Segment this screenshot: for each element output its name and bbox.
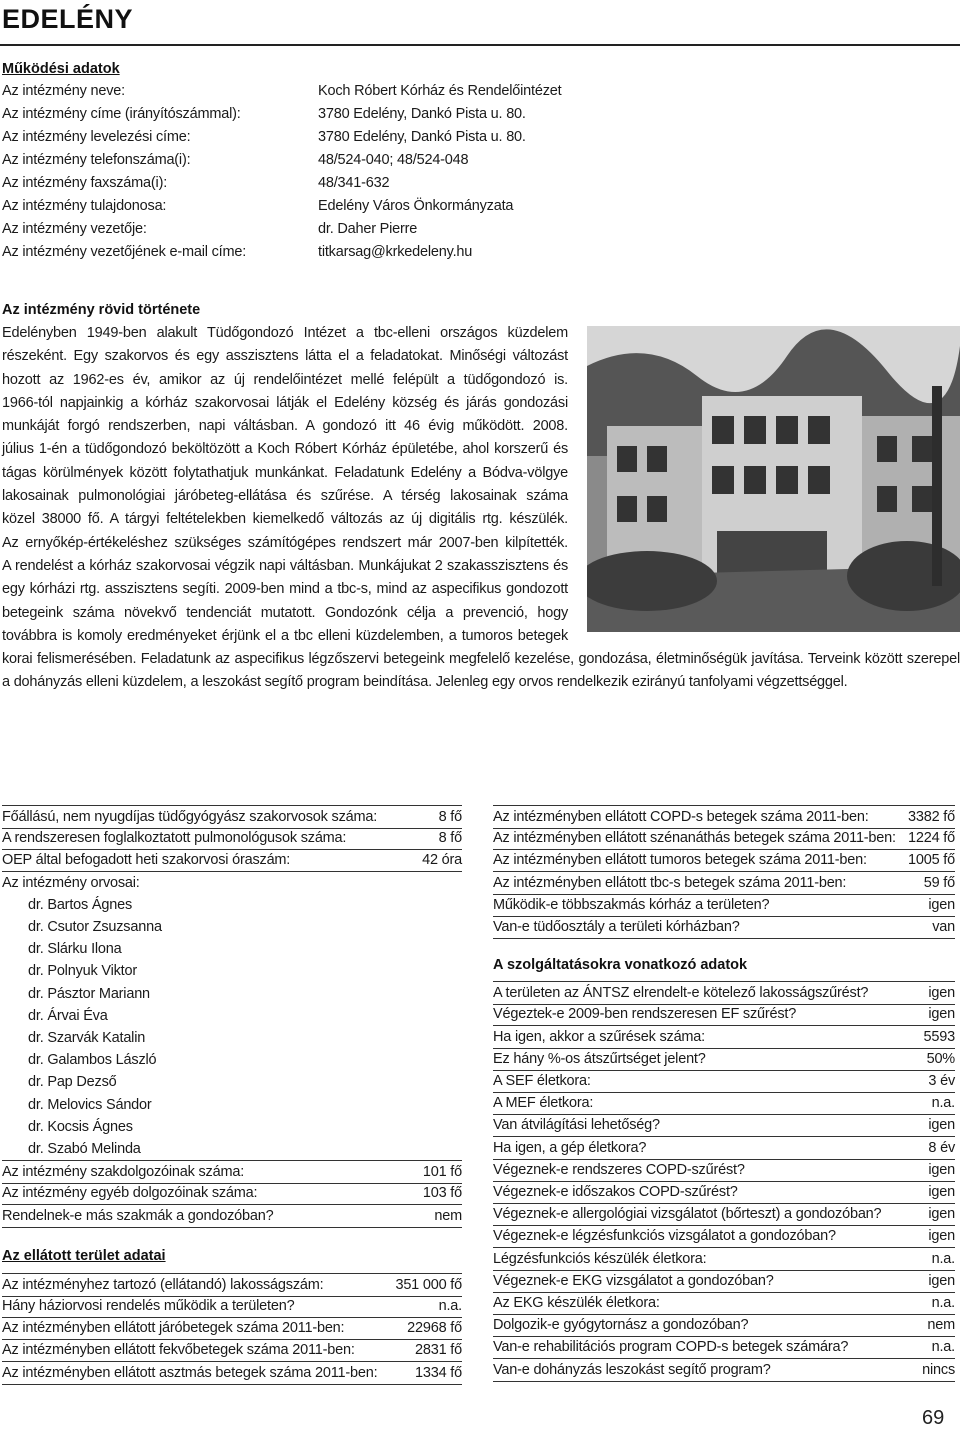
history-text-narrow	[2, 322, 568, 648]
area-heading: Az ellátott terület adatai	[2, 1247, 166, 1264]
info-label: Az intézmény vezetője:	[2, 221, 147, 237]
table-row	[493, 1270, 955, 1293]
row-value: igen	[928, 1206, 955, 1223]
table-row	[493, 1292, 955, 1315]
row-value: 8 fő	[438, 830, 462, 847]
row-label: Az intézményben ellátott fekvőbetegek száma 2011-ben:	[2, 1342, 355, 1359]
table-row	[493, 916, 955, 939]
table-row	[2, 1339, 462, 1362]
info-value: 48/341-632	[318, 175, 390, 191]
row-value: 5593	[923, 1028, 955, 1045]
row-value: 50%	[926, 1050, 955, 1067]
doctor-item	[2, 916, 462, 938]
table-row	[493, 805, 955, 829]
info-value: 3780 Edelény, Dankó Pista u. 80.	[318, 129, 526, 145]
info-label: Az intézmény faxszáma(i):	[2, 175, 168, 191]
row-label: A rendszeresen foglalkoztatott pulmonológusok száma:	[2, 830, 347, 847]
row-value: 103 fő	[422, 1185, 462, 1202]
table-row	[493, 1048, 955, 1071]
info-label: Az intézmény tulajdonosa:	[2, 198, 167, 214]
table-row	[493, 1003, 955, 1026]
row-label: Van-e tüdőosztály a területi kórházban?	[493, 919, 740, 935]
row-label: Végeztek-e 2009-ben rendszeresen EF szűrést?	[493, 1006, 797, 1023]
info-value: titkarsag@krkedeleny.hu	[318, 244, 473, 260]
info-value: Koch Róbert Kórház és Rendelőintézet	[318, 83, 562, 99]
history-text-full	[2, 648, 960, 695]
row-value: 1224 fő	[908, 830, 955, 847]
row-value: 3382 fő	[908, 809, 955, 825]
row-label: Az intézményben ellátott COPD-s betegek száma 2011-ben:	[493, 809, 869, 825]
table-row	[493, 849, 955, 872]
history-line: betegeink száma növekvő tendenciát mutatott. Gondozónk célja a prevenció, hogy	[2, 604, 568, 621]
row-label: Ez hány %-os átszűrtséget jelent?	[493, 1050, 706, 1067]
row-value: 22968 fő	[407, 1320, 462, 1337]
building-photo-illustration	[587, 326, 960, 632]
table-row	[2, 849, 462, 872]
info-row	[2, 241, 702, 264]
doctor-item	[2, 1071, 462, 1093]
row-label: dr. Slárku Ilona	[28, 941, 122, 958]
row-label: Ha igen, a gép életkora?	[493, 1139, 647, 1156]
row-value: igen	[928, 1006, 955, 1023]
row-value: 42 óra	[422, 852, 462, 869]
doctor-item	[2, 938, 462, 960]
table-row	[2, 1362, 462, 1385]
table-row	[493, 1114, 955, 1137]
row-value: 3 év	[928, 1073, 955, 1089]
table-row	[2, 1205, 462, 1228]
doctor-item	[2, 1005, 462, 1027]
info-row	[2, 218, 702, 241]
row-label: Végeznek-e EKG vizsgálatot a gondozóban?	[493, 1272, 774, 1289]
doctor-item	[2, 983, 462, 1005]
row-label: Rendelnek-e más szakmák a gondozóban?	[2, 1207, 274, 1224]
history-line: munkáját forgó rendszerben, napi váltásban. A gondozó itt 46 évig működött. 2008.	[2, 418, 568, 435]
row-label: Végeznek-e légzésfunkciós vizsgálatot a gondozóban?	[493, 1228, 836, 1245]
row-value: igen	[928, 1117, 955, 1134]
row-label: Az intézményben ellátott tumoros betegek száma 2011-ben:	[493, 852, 867, 869]
row-value: nem	[434, 1207, 462, 1224]
row-value: igen	[928, 985, 955, 1002]
table-row	[2, 1160, 462, 1184]
table-row	[493, 1070, 955, 1093]
doctor-item	[2, 1049, 462, 1071]
info-label: Az intézmény címe (irányítószámmal):	[2, 106, 241, 122]
building-photo	[587, 326, 960, 632]
info-value: dr. Daher Pierre	[318, 221, 418, 237]
row-value: igen	[928, 1161, 955, 1178]
info-row	[2, 172, 702, 195]
row-label: dr. Pap Dezső	[28, 1074, 117, 1091]
doctor-item	[2, 960, 462, 982]
history-line: lakosainak pulmonológiai járóbeteg-ellátása és szűrése. A térség lakosainak száma	[2, 488, 568, 505]
info-label: Az intézmény telefonszáma(i):	[2, 152, 191, 168]
history-line: Edelényben 1949-ben alakult Tüdőgondozó Intézet a tbc-elleni országos küzdelem	[2, 325, 568, 341]
row-label: dr. Pásztor Mariann	[28, 985, 150, 1002]
info-label: Az intézmény levelezési címe:	[2, 129, 191, 145]
row-value: nem	[927, 1317, 955, 1334]
row-label: Az intézményben ellátott tbc-s betegek száma 2011-ben:	[493, 874, 847, 891]
row-label: Van átvilágítási lehetőség?	[493, 1117, 660, 1134]
row-label: dr. Bartos Ágnes	[28, 896, 132, 913]
operating-data-heading: Működési adatok	[2, 61, 120, 77]
row-label: dr. Kocsis Ágnes	[28, 1118, 133, 1135]
row-label: Az intézmény egyéb dolgozóinak száma:	[2, 1185, 258, 1202]
table-row	[493, 1359, 955, 1382]
row-label: Az intézményben ellátott asztmás betegek száma 2011-ben:	[2, 1364, 378, 1381]
table-row	[493, 1137, 955, 1160]
history-line: A rendelést a kórház szakorvosai végzik napi váltásban. Munkájukat 2 szakasszisztens és	[2, 557, 568, 574]
row-value: 2831 fő	[415, 1342, 462, 1359]
doctor-item	[2, 1116, 462, 1138]
row-label: Van-e rehabilitációs program COPD-s betegek számára?	[493, 1339, 849, 1356]
info-row	[2, 149, 702, 172]
row-label: dr. Galambos László	[28, 1052, 157, 1069]
title-bar	[0, 0, 960, 46]
table-row	[2, 1295, 462, 1318]
row-label: Az intézmény orvosai:	[2, 874, 140, 891]
table-row	[493, 1159, 955, 1182]
row-value: n.a.	[931, 1339, 955, 1356]
info-row	[2, 195, 702, 218]
row-label: dr. Árvai Éva	[28, 1007, 108, 1024]
doctor-item	[2, 1138, 462, 1160]
row-label: Végeznek-e időszakos COPD-szűrést?	[493, 1184, 738, 1200]
row-label: A területen az ÁNTSZ elrendelt-e kötelező lakosságszűrést?	[493, 985, 869, 1002]
table-row	[2, 1317, 462, 1340]
row-label: dr. Polnyuk Viktor	[28, 963, 137, 980]
row-value: 1334 fő	[415, 1364, 462, 1381]
row-label: OEP által befogadott heti szakorvosi óraszám:	[2, 852, 291, 869]
row-value: igen	[928, 1184, 955, 1200]
row-label: A SEF életkora:	[493, 1073, 591, 1089]
row-value: 59 fő	[923, 874, 955, 891]
row-label: Végeznek-e rendszeres COPD-szűrést?	[493, 1161, 745, 1178]
table-row	[493, 1314, 955, 1337]
history-line: korai felismerésében. Feladatunk az aspecifikus légzőszervi betegeink megfelelő kezelése, gondozása, életminőségük javítása. Terveink között szerepel	[2, 651, 960, 667]
page-number: 69	[922, 1407, 945, 1429]
table-row	[493, 1248, 955, 1271]
row-label: A MEF életkora:	[493, 1095, 594, 1112]
row-value: igen	[928, 1272, 955, 1289]
row-value: n.a.	[931, 1095, 955, 1112]
table-row	[493, 1203, 955, 1226]
table-row	[493, 872, 955, 895]
table-row	[493, 1092, 955, 1115]
info-value: Edelény Város Önkormányzata	[318, 198, 514, 214]
row-value: igen	[928, 1228, 955, 1245]
row-label: dr. Melovics Sándor	[28, 1096, 152, 1113]
row-label: Az intézményben ellátott szénanáthás betegek száma 2011-ben:	[493, 830, 896, 847]
row-label: Az EKG készülék életkora:	[493, 1295, 660, 1311]
row-label: Van-e dohányzás leszokást segítő program?	[493, 1361, 771, 1378]
history-line: közel 38000 fő. A tárgyi feltételekben kiemelkedő változás az új digitális rtg. készülék.	[2, 511, 568, 528]
page-title: EDELÉNY	[2, 4, 134, 34]
row-label: Az intézmény szakdolgozóinak száma:	[2, 1164, 245, 1181]
info-row	[2, 80, 702, 103]
history-line: 1966-tól napjainkig a kórház szakorvosai látják el Edelény község és járás gondozási	[2, 394, 568, 411]
row-value: n.a.	[438, 1298, 462, 1314]
history-line: hozott az 1962-es év, amikor az új rendelőintézet mellé felépült a tüdőgondozó is.	[2, 371, 568, 388]
history-line: Az ernyőkép-értékeléshez szükséges számítógépes rendszert már 2007-ben kilpítették.	[2, 534, 568, 551]
row-label: Ha igen, akkor a szűrések száma:	[493, 1028, 705, 1045]
table-row	[493, 1225, 955, 1248]
table-row	[2, 805, 462, 829]
table-row	[2, 1182, 462, 1205]
row-label: Légzésfunkciós készülék életkora:	[493, 1250, 707, 1267]
services-heading: A szolgáltatásokra vonatkozó adatok	[493, 957, 748, 974]
row-label: Működik-e többszakmás kórház a területen?	[493, 896, 770, 913]
table-row	[493, 1181, 955, 1204]
row-value: 351 000 fő	[395, 1276, 462, 1293]
table-row	[493, 981, 955, 1005]
row-value: van	[932, 919, 955, 935]
history-line: a dohányzás elleni küzdelem, a leszokást segítő program beindítása. Jelenleg egy orvos rendelkezik ezirányú tanfolyami végzettséggel.	[2, 674, 848, 691]
history-line: egy kórházi rtg. asszisztens segíti. 2009-ben mind a tbc-s, mind az aspecifikus gondozott	[2, 581, 568, 598]
info-row	[2, 126, 702, 149]
row-label: Az intézményben ellátott járóbetegek száma 2011-ben:	[2, 1320, 345, 1337]
info-value: 48/524-040; 48/524-048	[318, 152, 469, 168]
row-label: Hány háziorvosi rendelés működik a területen?	[2, 1298, 295, 1314]
history-line: részeként. Egy szakorvos és egy asszisztens látta el a feladatokat. Minőségi változást	[2, 348, 568, 365]
row-value: n.a.	[931, 1250, 955, 1267]
row-value: igen	[928, 896, 955, 913]
row-label: Dolgozik-e gyógytornász a gondozóban?	[493, 1317, 749, 1334]
history-line: továbbra is komoly eredményeket érjünk el a tbc elleni küzdelemben, a tumoros betegek	[2, 627, 568, 644]
row-value: 101 fő	[422, 1164, 462, 1181]
row-value: 1005 fő	[908, 852, 955, 869]
table-row	[493, 894, 955, 917]
info-value: 3780 Edelény, Dankó Pista u. 80.	[318, 106, 526, 122]
doctor-item	[2, 894, 462, 916]
doctor-item	[2, 1027, 462, 1049]
row-label: Végeznek-e allergológiai vizsgálatot (bőrteszt) a gondozóban?	[493, 1206, 882, 1223]
history-line: tágas körülmények között folytathatjuk munkánkat. Feladatunk Edelény a Bódva-völgye	[2, 464, 568, 481]
row-value: 8 fő	[438, 809, 462, 825]
table-row	[493, 827, 955, 850]
history-heading: Az intézmény rövid története	[2, 302, 201, 318]
doctor-item	[2, 1094, 462, 1116]
table-row	[493, 1026, 955, 1049]
row-label: Az intézményhez tartozó (ellátandó) lakosságszám:	[2, 1276, 324, 1293]
info-label: Az intézmény vezetőjének e-mail címe:	[2, 244, 247, 260]
history-line: július 1-én a tüdőgondozó beköltözött a Koch Róbert Kórház épületébe, ahol korszerű és	[2, 441, 568, 458]
info-row	[2, 103, 702, 126]
info-label: Az intézmény neve:	[2, 83, 125, 99]
row-value: nincs	[922, 1361, 955, 1378]
row-value: n.a.	[931, 1295, 955, 1311]
row-label: dr. Szabó Melinda	[28, 1141, 141, 1157]
row-value: 8 év	[928, 1139, 955, 1156]
table-row	[2, 827, 462, 850]
table-row	[2, 1273, 462, 1297]
row-label: Főállású, nem nyugdíjas tüdőgyógyász szakorvosok száma:	[2, 809, 378, 825]
doctors-label	[2, 872, 462, 894]
table-row	[493, 1336, 955, 1359]
row-label: dr. Szarvák Katalin	[28, 1030, 146, 1046]
row-label: dr. Csutor Zsuzsanna	[28, 919, 162, 935]
